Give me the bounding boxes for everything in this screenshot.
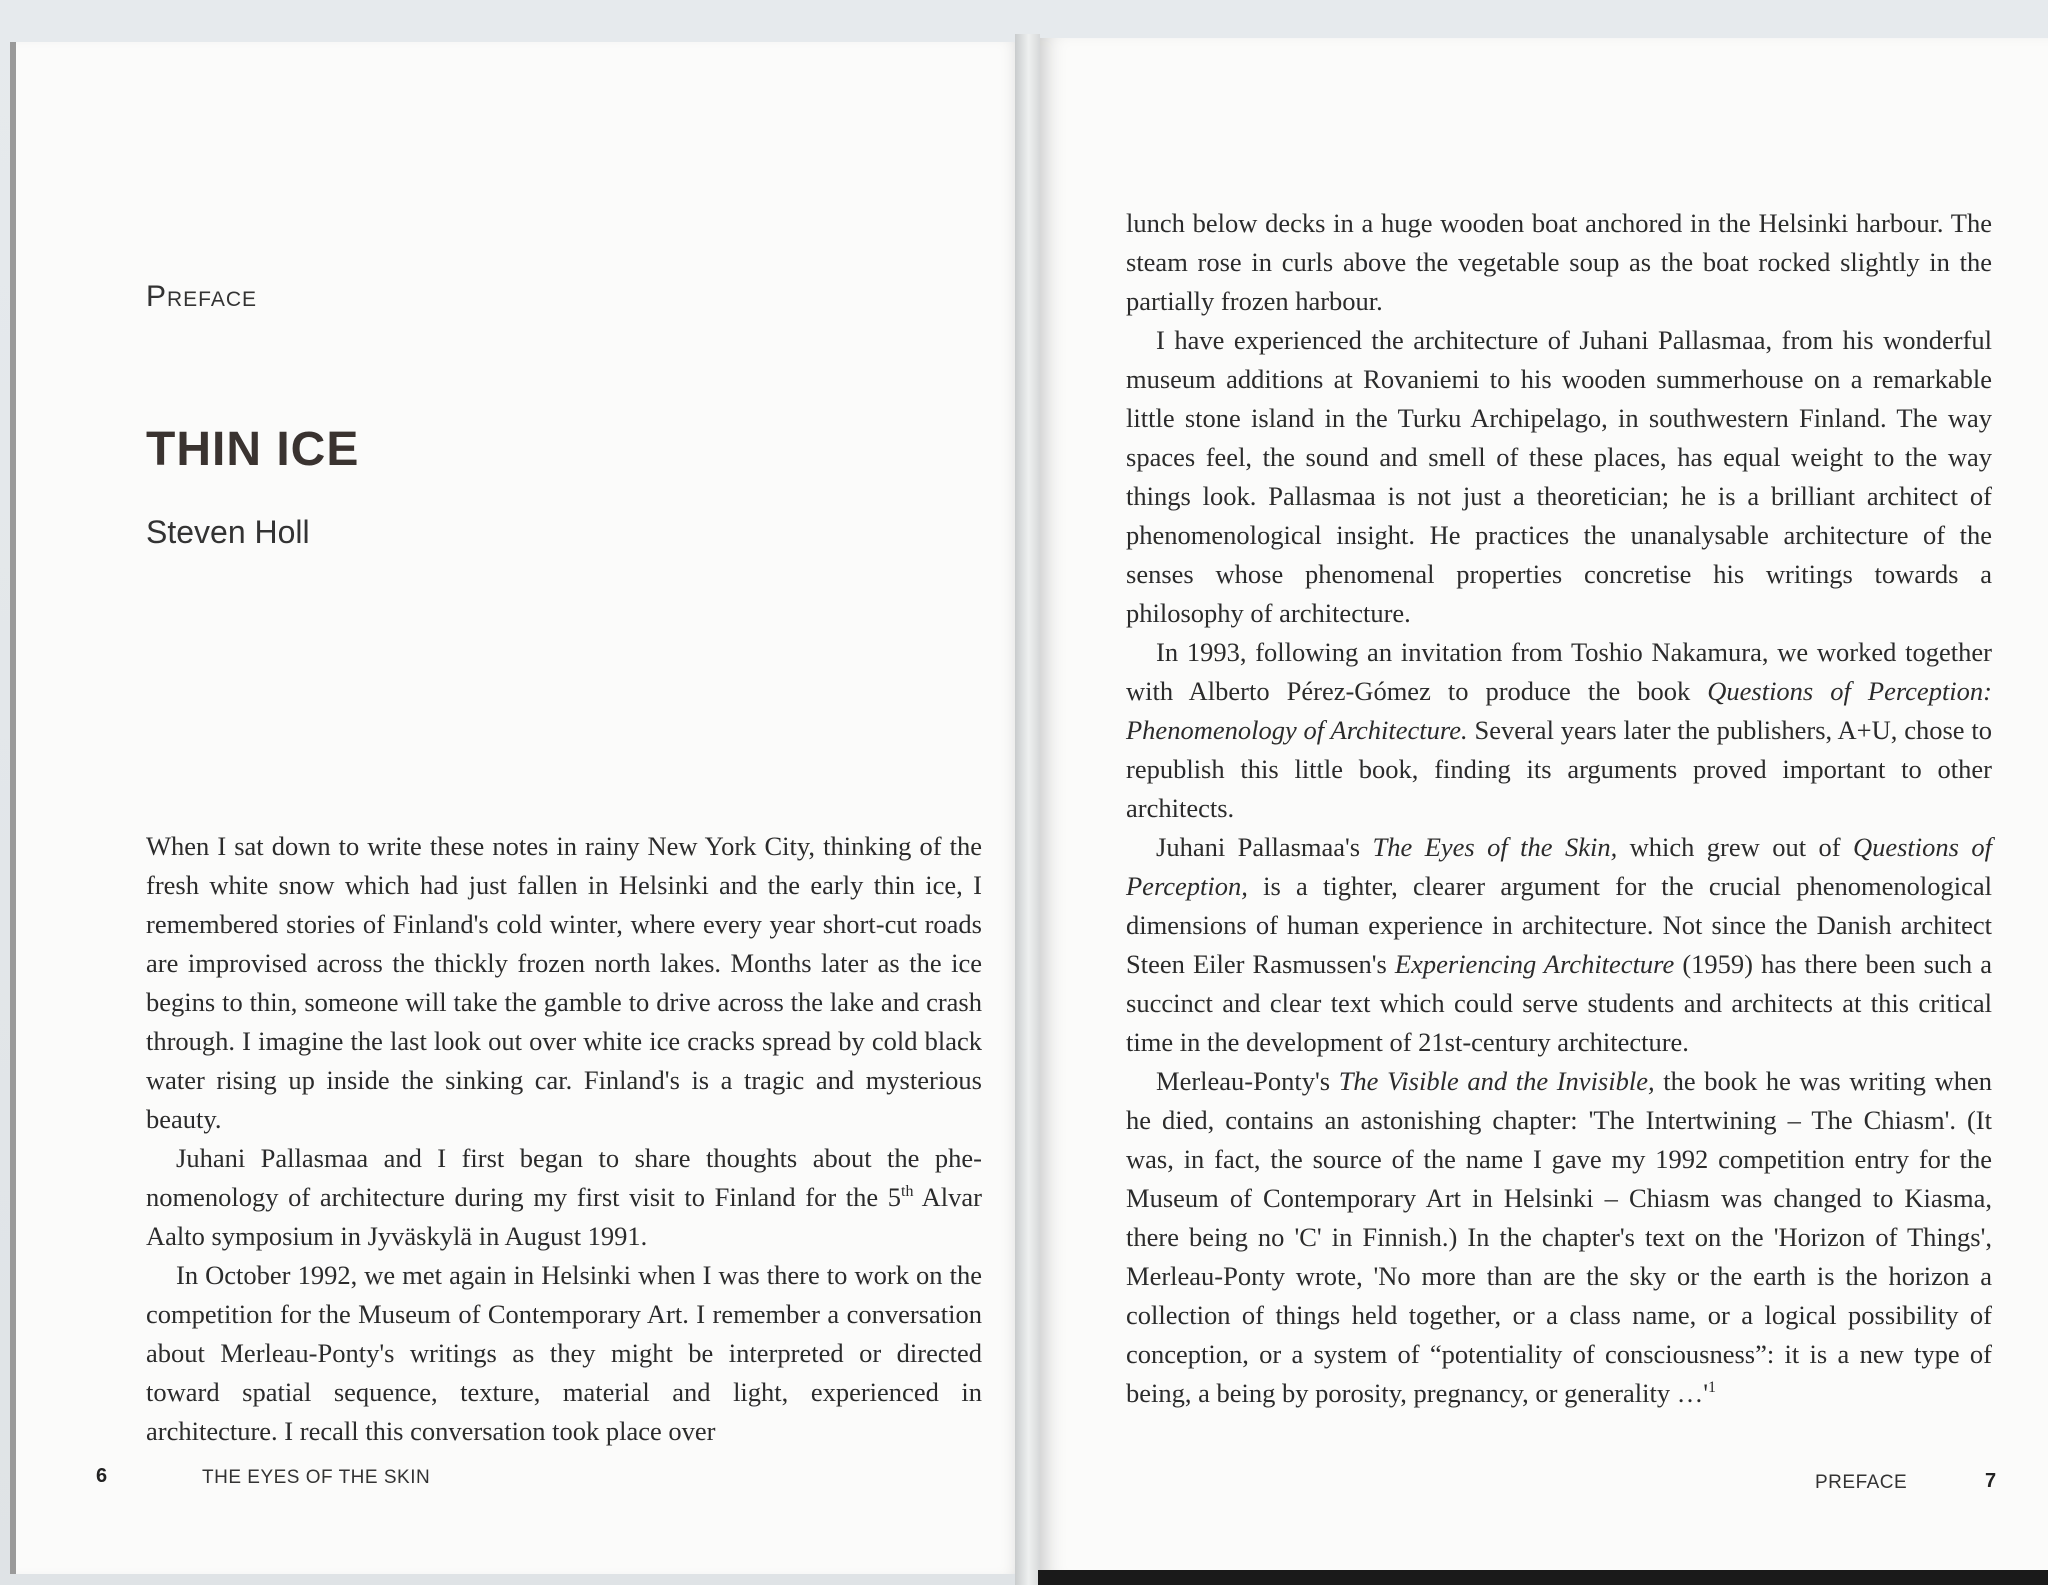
paragraph: When I sat down to write these notes in rainy New York City, thinking of the fresh white snow which had just fallen in Helsinki and the early thin ice, I remembered stories of Finland's cold winter, where every year short-cut roads are improvised across the thickly frozen north lakes. Months later as the ice begins to thin, someone will take the gamble to drive across the lake and crash through. I imagine the last look out over white ice cracks spread by cold black water rising up inside the sinking car. Finland's is a tragic and mysterious beauty.: [146, 831, 982, 1134]
book-gutter: [1015, 34, 1040, 1585]
running-head-left: THE EYES OF THE SKIN: [202, 1467, 431, 1488]
page-edge-shadow: [1038, 1570, 2048, 1585]
book-title: Questions of Perception,: [1126, 832, 1992, 901]
ordinal-superscript: th: [901, 1183, 914, 1201]
page-number-right: 7: [1985, 1470, 1997, 1492]
paragraph-text: which grew out of: [1617, 832, 1853, 862]
paragraph-text: (1959) has there been such a succinct and clear text which could serve students and architects at this critical time in the development of 21st-century architecture.: [1126, 949, 1992, 1057]
chapter-author: Steven Holl: [146, 514, 310, 550]
paragraph-text: In 1993, following an invitation from Toshio Nakamura, we worked together with Alberto Pérez-Gómez to produce the book: [1126, 637, 1992, 706]
paragraph-text: Merleau-Ponty's: [1156, 1066, 1339, 1096]
footnote-marker: 1: [1707, 1379, 1716, 1397]
book-title: Experiencing Architecture: [1394, 949, 1675, 979]
left-page: [10, 42, 1021, 1574]
paragraph-text: Several years later the publishers, A+U, chose to republish this little book, finding its arguments proved important to other architects.: [1126, 715, 1993, 823]
paragraph-text: the book he was writing when he died, contains an astonishing chapter: 'The Intertwining – The Chiasm'. (It was, in fact, the source of the name I gave my 1992 competition entry for the Museum of Contemporary Art in Helsinki – Chiasm was changed to Kiasma, there being no 'C' in Finnish.) In the chapter's text on the 'Horizon of Things', Merleau-Ponty wrote, 'No more than are the sky or the earth is the horizon a collection of things held together, or a class name, or a logical possibility of conception, or a system of “potentiality of consciousness”: it is a new type of being, a being by porosity, pregnancy, or generality …': [1126, 1066, 1992, 1408]
paragraph: [1126, 1062, 1992, 1413]
paragraph-text: Juhani Pallasmaa's: [1156, 832, 1373, 862]
left-body-text: [146, 827, 982, 1451]
running-head-right: PREFACE: [1815, 1472, 1908, 1493]
book-title: The Eyes of the Skin,: [1372, 832, 1618, 862]
book-title: Questions of Perception: Phenomenology of Architecture.: [1126, 676, 1992, 745]
book-title: The Visible and the Invisible,: [1338, 1066, 1655, 1096]
paragraph: [146, 1139, 982, 1256]
paragraph-text: Alvar Aalto symposium in Jyväskylä in August 1991.: [146, 1182, 983, 1251]
right-page: [1040, 38, 2048, 1578]
paragraph: lunch below decks in a huge wooden boat anchored in the Helsinki harbour. The steam rose in curls above the vegetable soup as the boat rocked slightly in the partially frozen harbour.: [1126, 208, 1992, 316]
paragraph-text: is a tighter, clearer argument for the crucial phenomenological dimensions of human experience in architecture. Not since the Danish architect Steen Eiler Rasmussen's: [1126, 871, 1992, 979]
chapter-title: THIN ICE: [146, 423, 360, 476]
paragraph-text: Juhani Pallasmaa and I first began to share thoughts about the phenomenology of architecture during my first visit to Finland for the 5: [146, 1143, 982, 1212]
paragraph: [1126, 633, 1992, 828]
page-number-left: 6: [96, 1465, 108, 1487]
paragraph: I have experienced the architecture of Juhani Pallasmaa, from his wonderful museum additions at Rovaniemi to his wooden summerhouse on a remarkable little stone island in the Turku Archipelago, in southwestern Finland. The way spaces feel, the sound and smell of these places, has equal weight to the way things look. Pallasmaa is not just a theoretician; he is a brilliant architect of phenomenological insight. He practices the unanalysable architecture of the senses whose phenomenal properties concretise his writings towards a philosophy of architecture.: [1126, 325, 1992, 628]
paragraph: In October 1992, we met again in Helsinki when I was there to work on the competition for the Museum of Contemporary Art. I remember a conversation about Merleau-Ponty's writings as they might be interpreted or directed toward spatial sequence, texture, material and light, experienced in architecture. I recall this conversation took place over: [146, 1260, 982, 1446]
section-kicker: Preface: [146, 280, 258, 313]
paragraph: [1126, 828, 1992, 1062]
right-body-text: [1126, 204, 1992, 1413]
